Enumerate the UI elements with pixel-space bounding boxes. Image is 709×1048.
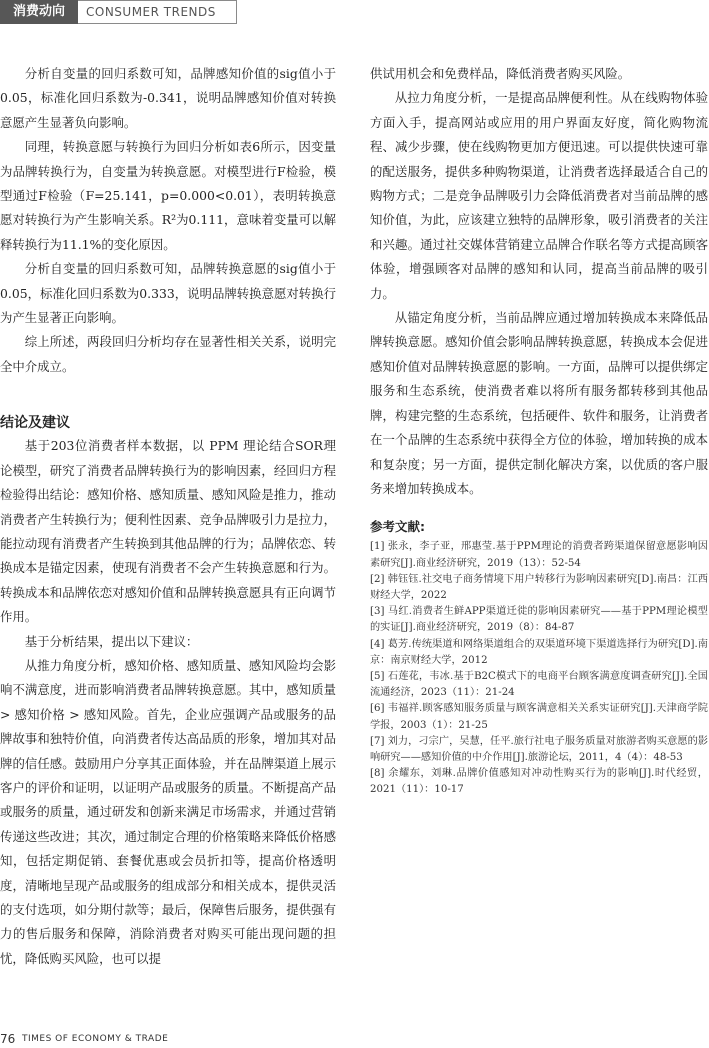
page-header: [0, 0, 709, 24]
reference-item: [4] 葛芳.传统渠道和网络渠道组合的双渠道环境下渠道选择行为研究[D].南京：南京财经大学，2012: [370, 638, 708, 666]
paragraph: 分析自变量的回归系数可知，品牌感知价值的sig值小于0.05，标准化回归系数为-0.341，说明品牌感知价值对转换意愿产生显著负向影响。: [0, 66, 336, 130]
section-label-en: CONSUMER TRENDS: [78, 0, 237, 24]
page-number: 76: [0, 1032, 16, 1046]
reference-item: [5] 石莲花，韦冰.基于B2C模式下的电商平台顾客满意度调查研究[J].全国流通经济，2023（11）：21-24: [370, 670, 708, 699]
references-title: 参考文献:: [370, 519, 425, 535]
paragraph: 同理，转换意愿与转换行为回归分析如表6所示，因变量为品牌转换行为，自变量为转换意愿。对模型进行F检验，模型通过F检验（F=25.141，p=0.000<0.01），表明转换意愿对转换行为产生影响关系。R²为0.111，意味着变量可以解释转换行为11.1%的变化原因。: [0, 139, 336, 252]
reference-item: [6] 韦福祥.顾客感知服务质量与顾客满意相关关系实证研究[J].天津商学院学报，2003（1）：21-25: [370, 703, 708, 731]
paragraph: 供试用机会和免费样品，降低消费者购买风险。: [370, 66, 631, 81]
paragraph: 从推力角度分析，感知价格、感知质量、感知风险均会影响不满意度，进而影响消费者品牌转换意愿。其中，感知质量 > 感知价格 > 感知风险。首先，企业应强调产品或服务的品牌故事和独特价值，向消费者传达高品质的形象，增加其对品牌的信任感。鼓励用户分享其正面体验，并在品牌渠道上展示客户的评价和证明，以证明产品或服务的质量。不断提高产品或服务的质量，通过研发和创新来满足市场需求，并通过营销传递这些改进；其次，通过制定合理的价格策略来降低价格感知，包括定期促销、套餐优惠或会员折扣等，提高价格透明度，清晰地呈现产品或服务的组成部分和相关成本，提供灵活的支付选项，如分期付款等；最后，保障售后服务，提供强有力的售后服务和保障，消除消费者对购买可能出现问题的担忧，降低购买风险，也可以提: [0, 657, 336, 966]
journal-name: TIMES OF ECONOMY & TRADE: [22, 1034, 169, 1044]
reference-item: [3] 马红.消费者生鲜APP渠道迁徙的影响因素研究——基于PPM理论模型的实证[J].商业经济研究，2019（8）：84-87: [370, 606, 708, 634]
paragraph: 基于203位消费者样本数据，以 PPM 理论结合SOR理论模型，研究了消费者品牌转换行为的影响因素，经回归方程检验得出结论：感知价格、感知质量、感知风险是推力，推动消费者产生转换行为；便利性因素、竞争品牌吸引力是拉力，能拉动现有消费者产生转换到其他品牌的行为；品牌依恋、转换成本是锚定因素，使现有消费者不会产生转换意愿和行为。转换成本和品牌依恋对感知价值和品牌转换意愿具有正向调节作用。: [0, 438, 336, 625]
paragraph: 分析自变量的回归系数可知，品牌转换意愿的sig值小于0.05，标准化回归系数为0.333，说明品牌转换意愿对转换行为产生显著正向影响。: [0, 261, 336, 326]
reference-item: [1] 张永，李子亚，邢惠莹.基于PPM理论的消费者跨渠道保留意愿影响因素研究[J].商业经济研究，2019（13）：52-54: [370, 541, 708, 569]
left-column: [0, 62, 336, 971]
right-column: [370, 62, 708, 799]
paragraph: 从锚定角度分析，当前品牌应通过增加转换成本来降低品牌转换意愿。感知价值会影响品牌转换意愿，转换成本会促进感知价值对品牌转换意愿的影响。一方面，品牌可以提供绑定服务和生态系统，使消费者难以将所有服务都转移到其他品牌，构建完整的生态系统，包括硬件、软件和服务，让消费者在一个品牌的生态系统中获得全方位的体验，增加转换的成本和复杂度；另一方面，提供定制化解决方案，以优质的客户服务来增加转换成本。: [370, 310, 708, 496]
paragraph: 从拉力角度分析，一是提高品牌便利性。从在线购物体验方面入手，提高网站或应用的用户界面友好度，简化购物流程、减少步骤，使在线购物更加方便迅速。可以提供快速可靠的配送服务，提供多种购物渠道，让消费者选择最适合自己的购物方式；二是竞争品牌吸引力会降低消费者对当前品牌的感知价值，为此，应该建立独特的品牌形象，吸引消费者的关注和兴趣。通过社交媒体营销建立品牌合作联名等方式提高顾客体验，增强顾客对品牌的感知和认同，提高当前品牌的吸引力。: [370, 90, 708, 301]
reference-item: [7] 刘力，刁宗广，吴慧，任平.旅行社电子服务质量对旅游者购买意愿的影响研究——感知价值的中介作用[J].旅游论坛，2011，4（4）：48-53: [370, 735, 708, 763]
section-heading: 结论及建议: [0, 415, 70, 432]
section-label-cn: 消费动向: [0, 0, 78, 24]
reference-item: [8] 余耀东，刘琳.品牌价值感知对冲动性购买行为的影响[J].时代经贸，2021（11）：10-17: [370, 768, 708, 796]
paragraph: 基于分析结果，提出以下建议：: [24, 633, 199, 649]
paragraph: 综上所述，两段回归分析均存在显著性相关关系，说明完全中介成立。: [0, 334, 336, 374]
reference-item: [2] 韩钰钰.社交电子商务情境下用户转移行为影响因素研究[D].南昌：江西财经大学，2022: [370, 573, 708, 601]
page-footer: [0, 1030, 709, 1048]
